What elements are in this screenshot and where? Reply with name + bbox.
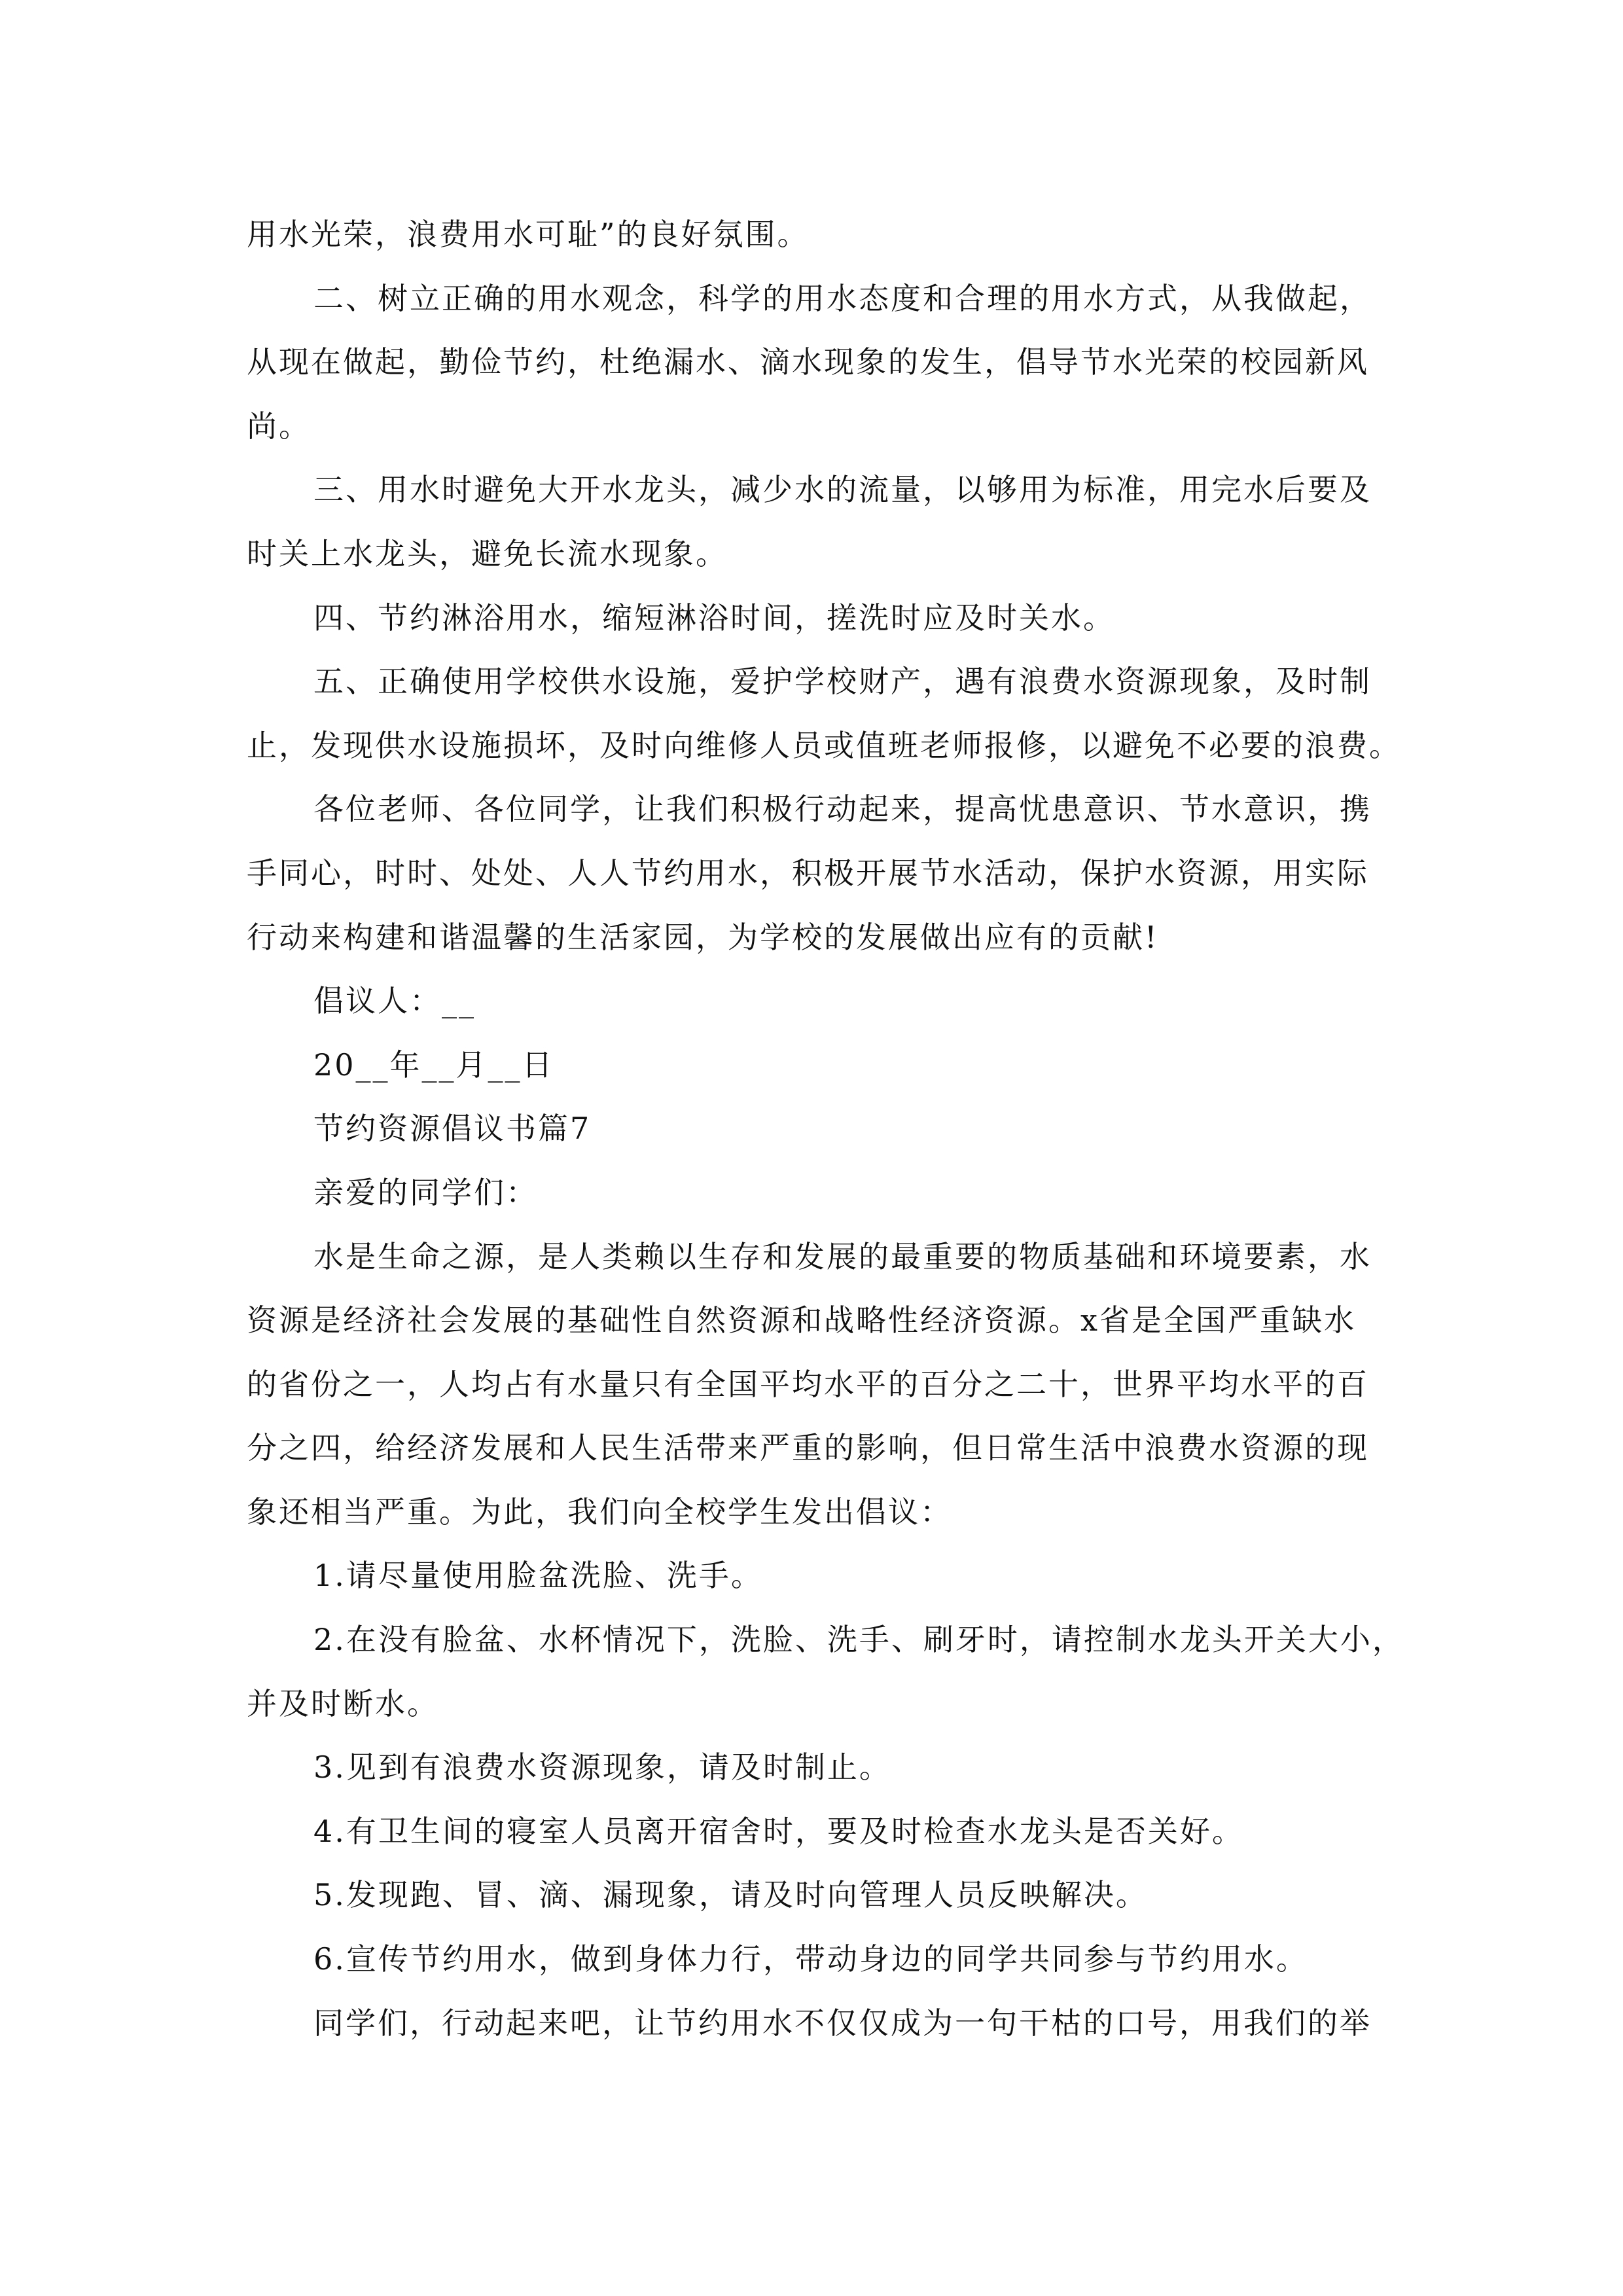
list-item-4: 4.有卫生间的寝室人员离开宿舍时，要及时检查水龙头是否关好。 (313, 1813, 1244, 1849)
list-item-2: 2.在没有脸盆、水杯情况下，洗脸、洗手、刷牙时，请控制水龙头开关大小， (313, 1622, 1404, 1658)
text-line: 并及时断水。 (247, 1685, 439, 1721)
list-item-5: 5.发现跑、冒、滴、漏现象，请及时向管理人员反映解决。 (313, 1877, 1148, 1913)
text-line: 资源是经济社会发展的基础性自然资源和战略性经济资源。x省是全国严重缺水 (247, 1302, 1356, 1338)
section-title: 节约资源倡议书篇7 (313, 1111, 592, 1147)
text-line: 手同心，时时、处处、人人节约用水，积极开展节水活动，保护水资源，用实际 (247, 855, 1369, 891)
salutation: 亲爱的同学们： (313, 1174, 538, 1210)
text-line: 止，发现供水设施损坏，及时向维修人员或值班老师报修，以避免不必要的浪费。 (247, 727, 1401, 763)
date-line: 20__年__月__日 (313, 1047, 554, 1083)
text-line: 行动来构建和谐温馨的生活家园，为学校的发展做出应有的贡献! (247, 919, 1159, 955)
text-line-closing: 同学们，行动起来吧，让节约用水不仅仅成为一句干枯的口号，用我们的举 (313, 2005, 1372, 2041)
list-item-6: 6.宣传节约用水，做到身体力行，带动身边的同学共同参与节约用水。 (313, 1941, 1308, 1977)
text-line-item-4: 四、节约淋浴用水，缩短淋浴时间，搓洗时应及时关水。 (313, 600, 1115, 636)
signature-line: 倡议人：__ (313, 983, 476, 1019)
text-line-intro: 水是生命之源，是人类赖以生存和发展的最重要的物质基础和环境要素，水 (313, 1238, 1372, 1274)
text-line: 尚。 (247, 408, 311, 444)
text-line: 时关上水龙头，避免长流水现象。 (247, 535, 728, 571)
document-page (247, 203, 1404, 2055)
text-line: 象还相当严重。为此，我们向全校学生发出倡议： (247, 1494, 952, 1530)
text-line-continuation: 用水光荣，浪费用水可耻”的良好氛围。 (247, 217, 810, 252)
text-line-item-3: 三、用水时避免大开水龙头，减少水的流量，以够用为标准，用完水后要及 (313, 472, 1372, 508)
text-line-item-2: 二、树立正确的用水观念，科学的用水态度和合理的用水方式，从我做起， (313, 280, 1372, 316)
text-line: 的省份之一，人均占有水量只有全国平均水平的百分之二十，世界平均水平的百 (247, 1366, 1369, 1402)
text-line-item-5: 五、正确使用学校供水设施，爱护学校财产，遇有浪费水资源现象，及时制 (313, 664, 1372, 700)
text-line: 分之四，给经济发展和人民生活带来严重的影响，但日常生活中浪费水资源的现 (247, 1430, 1369, 1466)
list-item-3: 3.见到有浪费水资源现象，请及时制止。 (313, 1749, 891, 1785)
text-line-appeal: 各位老师、各位同学，让我们积极行动起来，提高忧患意识、节水意识，携 (313, 791, 1372, 827)
list-item-1: 1.请尽量使用脸盆洗脸、洗手。 (313, 1558, 763, 1594)
text-line: 从现在做起，勤俭节约，杜绝漏水、滴水现象的发生，倡导节水光荣的校园新风 (247, 344, 1369, 380)
